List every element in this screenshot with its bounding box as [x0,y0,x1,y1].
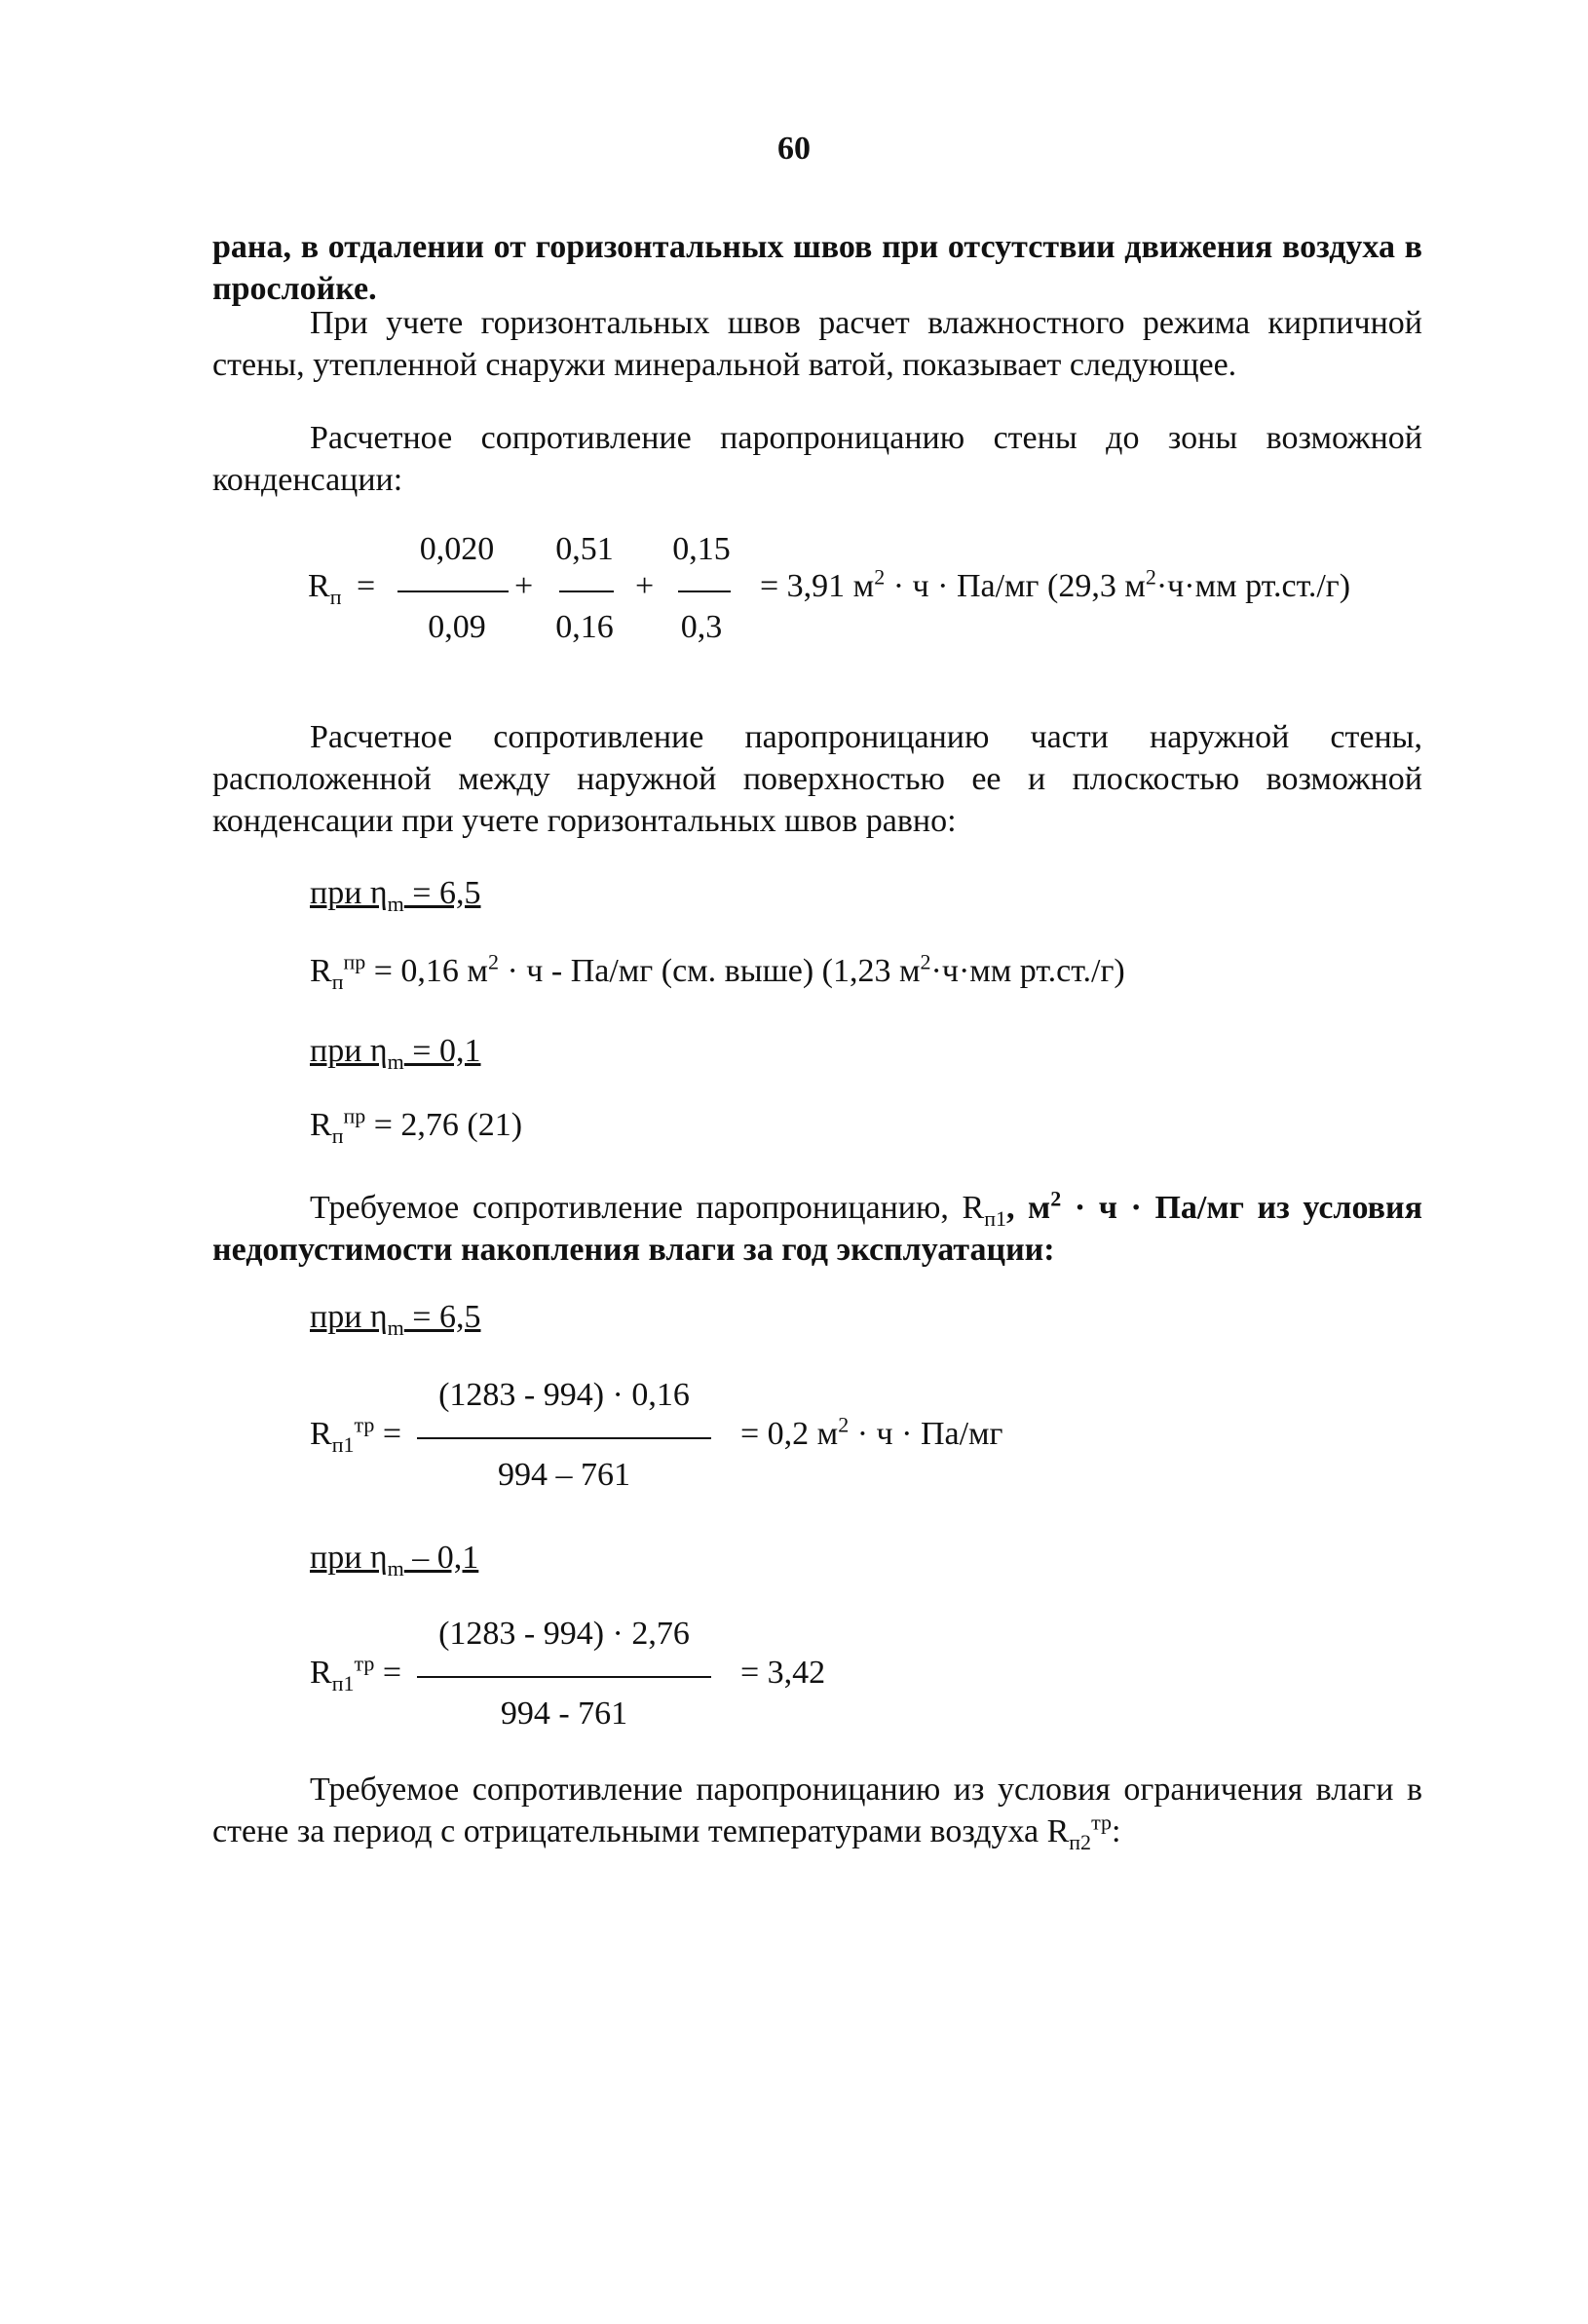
paragraph-2-text: При учете горизонтальных швов расчет влажностного режима кирпичной стены, утепленной снаружи минеральной ватой, показывает следующее. [212,305,1422,383]
paragraph-1: рана, в отдалении от горизонтальных швов при отсутствии движения воздуха в прослойке. [212,229,1422,307]
formula-1-result: = 3,91 $м^2 \cdot ч \cdot Па/мг$ (29,3 $м^2\cdot ч\cdot мм$ рт.ст./г) [760,564,1351,604]
case-eta-0-1-label: при $\eta_m = 0,1$ [310,1033,481,1074]
paragraph-6: Требуемое сопротивление паропроницанию из условия ограничения влаги в стене за период с отрицательными температурами воздуха $R_{п2}^{тр}$: [212,1772,1422,1854]
paragraph-5: Требуемое сопротивление паропроницанию, $R_{п1}$, $м^2 \cdot ч \cdot Па/мг$ из условия недопустимости накопления влаги за год эксплуатации: [212,1186,1423,1268]
formula-1-fraction-bar-2 [559,591,614,592]
formula-3-fraction-bar [417,1676,711,1678]
formula-3-result: = 3,42 [740,1655,826,1691]
formula-1-plus-2: + [635,568,655,604]
formula-2-fraction-bar [417,1437,711,1439]
case-eta-6-5-label: при $\eta_m = 6,5$ [310,875,481,916]
paragraph-3: Расчетное сопротивление паропроницанию стены до зоны возможной конденсации: [212,420,1422,498]
formula-3-denominator: 994 - 761 [500,1695,628,1732]
formula-1-fraction-bar-3 [678,591,731,592]
r-vapor-value-b: $R_п^{пр} = 2,76$ (21) [310,1103,523,1148]
formula-2-lhs: $R_{п1}^{тр}$ = [310,1412,402,1457]
formula-1-equals: = [357,568,376,604]
formula-1-denominator-1: 0,09 [428,609,486,645]
formula-1-denominator-2: 0,16 [555,609,614,645]
formula-1-numerator-3: 0,15 [672,531,731,567]
formula-1-plus-1: + [514,568,534,604]
formula-2-denominator: 994 – 761 [498,1457,630,1493]
formula-2-result: = 0,2 $м^2 \cdot ч \cdot Па/мг$ [740,1412,1003,1452]
formula-1-numerator-1: 0,020 [419,531,495,567]
formula-1-numerator-2: 0,51 [555,531,614,567]
page-number: 60 [777,131,811,167]
formula-3-numerator: (1283 - 994) · 2,76 [438,1616,690,1652]
case-eta-6-5-label-2: при $\eta_m = 6,5$ [310,1299,481,1340]
formula-3-lhs: $R_{п1}^{тр}$ = [310,1651,402,1695]
r-vapor-value-a: $R_п^{пр} = 0,16$ $м^2 \cdot ч - Па/мг$ (см. выше) (1,23 $м^2\cdot ч\cdot мм$ рт.ст./г) [310,949,1125,994]
paragraph-4: Расчетное сопротивление паропроницанию части наружной стены, расположенной между наружной поверхностью ее и плоскостью возможной конденсации при учете горизонтальных швов равно: [212,719,1422,839]
case-eta-0-1-label-2: при $\eta_m - 0,1$ [310,1540,479,1581]
formula-2-numerator: (1283 - 994) · 0,16 [438,1377,690,1413]
formula-1-fraction-bar-1 [397,591,509,592]
paragraph-2 [212,302,1422,386]
formula-1-denominator-3: 0,3 [680,609,723,645]
formula-1-lhs: $R_п$ [308,568,342,609]
